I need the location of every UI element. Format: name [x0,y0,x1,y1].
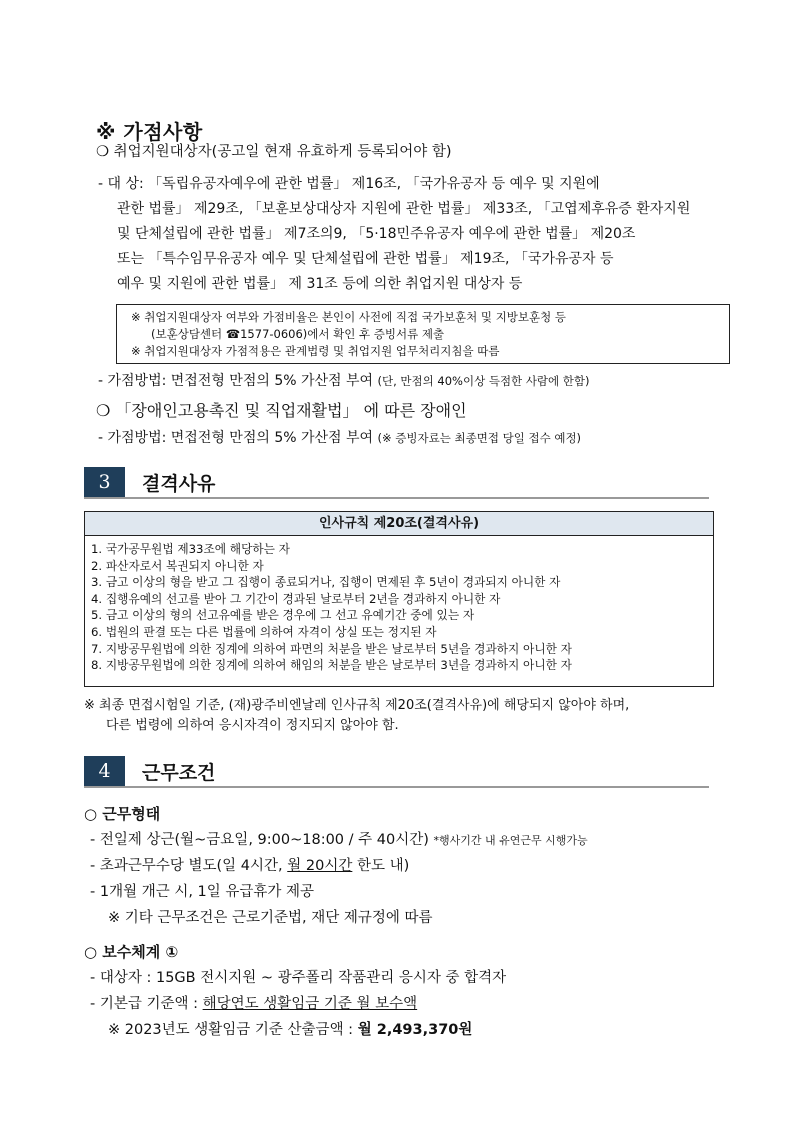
pay-line-2-pre: - 기본급 기준액 : [90,996,203,1012]
bonus-method-2-note: (※ 증빙자료는 최종면접 당일 접수 예정) [377,431,582,445]
list-item: 2. 파산자로서 복권되지 아니한 자 [91,558,264,573]
target-line-4: 또는 「특수임무유공자 예우 및 단체설립에 관한 법률」 제19조, 「국가유공자 등 [117,251,614,267]
list-item: 7. 지방공무원법에 의한 징계에 의하여 파면의 처분을 받은 날로부터 5년을 경과하지 아니한 자 [91,641,572,656]
monthly-salary-amount: 월 2,493,370원 [357,1022,473,1038]
list-item: 1. 국가공무원법 제33조에 해당하는 자 [91,542,290,556]
work-line-2-post: 한도 내) [352,858,410,874]
section-4-number: 4 [84,756,125,786]
list-item: 8. 지방공무원법에 의한 징계에 의하여 해임의 처분을 받은 날로부터 3년을 경과하지 아니한 자 [91,658,572,673]
work-line-4: ※ 기타 근무조건은 근로기준법, 재단 제규정에 따름 [108,910,433,926]
bonus-title: ※ 가점사항 [96,120,203,144]
disqualification-box-title: 인사규칙 제20조(결격사유) [85,512,713,536]
disqualification-box [84,511,714,687]
pay-line-1: - 대상자 : 15GB 전시지원 ~ 광주폴리 작품관리 응시자 중 합격자 [90,970,507,986]
bonus-method-2 [98,429,581,447]
section-3-number: 3 [84,467,125,497]
bonus-note-box [116,304,730,364]
bonus-method-1-main: - 가점방법: 면접전형 만점의 5% 가산점 부여 [98,373,378,389]
list-item: 6. 법원의 판결 또는 다른 법률에 의하여 자격이 상실 또는 정지된 자 [91,624,437,639]
employment-support-heading: ❍ 취업지원대상자(공고일 현재 유효하게 등록되어야 함) [96,144,452,160]
pay-line-3-pre: ※ 2023년도 생활임금 기준 산출금액 : [108,1022,358,1038]
disqualification-note-2: 다른 법령에 의하여 응시자격이 정지되지 않아야 함. [106,718,399,733]
work-line-1 [90,831,588,850]
list-item: 4. 집행유예의 선고를 받아 그 기간이 경과된 날로부터 2년을 경과하지 아니한 자 [91,591,501,606]
work-line-1-main: - 전일제 상근(월~금요일, 9:00~18:00 / 주 40시간) [90,832,434,848]
work-line-3: - 1개월 개근 시, 1일 유급휴가 제공 [90,884,315,900]
work-line-2-pre: - 초과근무수당 별도(일 4시간, [90,858,288,874]
note-line-2: (보훈상담센터 ☎1577-0606)에서 확인 후 증빙서류 제출 [151,327,445,341]
list-item: 5. 금고 이상의 형의 선고유예를 받은 경우에 그 선고 유예기간 중에 있는 자 [91,608,475,623]
disabled-heading: ❍ 「장애인고용촉진 및 직업재활법」 에 따른 장애인 [96,401,467,420]
target-line-5: 예우 및 지원에 관한 법률」 제 31조 등에 의한 취업지원 대상자 등 [117,276,523,292]
work-line-2-underlined: 월 20시간 [287,858,353,874]
pay-system-heading: ○ 보수체계 ① [84,943,179,961]
section-4-header [84,756,709,788]
disqualification-note-1: ※ 최종 면접시험일 기준, (재)광주비엔날레 인사규칙 제20조(결격사유)에 해당되지 않아야 하며, [84,698,630,713]
pay-line-2-underlined: 해당연도 생활임금 기준 월 보수액 [202,996,418,1012]
target-line-3: 및 단체설립에 관한 법률」 제7조의9, 「5·18민주유공자 예우에 관한 법률」 제20조 [117,226,636,242]
bonus-method-1 [98,372,590,390]
bonus-method-1-note: (단, 만점의 40%이상 득점한 사람에 한함) [377,374,590,388]
section-3-header [84,467,709,499]
work-line-2 [90,857,409,875]
note-line-3: ※ 취업지원대상자 가점적용은 관계법령 및 취업지원 업무처리지침을 따름 [131,344,500,358]
section-4-title: 근무조건 [142,762,216,784]
pay-line-2 [90,995,417,1013]
disqualification-list [85,536,713,674]
work-type-heading: ○ 근무형태 [84,805,161,823]
work-line-1-note: *행사기간 내 유연근무 시행가능 [433,834,588,847]
target-line-1: - 대 상: 「독립유공자예우에 관한 법률」 제16조, 「국가유공자 등 예우 및 지원에 [98,176,600,192]
note-line-1: ※ 취업지원대상자 여부와 가점비율은 본인이 사전에 직접 국가보훈처 및 지방보훈청 등 [131,310,567,324]
target-line-2: 관한 법률」 제29조, 「보훈보상대상자 지원에 관한 법률」 제33조, 「고엽제후유증 환자지원 [117,201,691,217]
bonus-method-2-main: - 가점방법: 면접전형 만점의 5% 가산점 부여 [98,430,378,446]
pay-line-3 [108,1021,472,1039]
list-item: 3. 금고 이상의 형을 받고 그 집행이 종료되거나, 집행이 면제된 후 5년이 경과되지 아니한 자 [91,575,561,590]
section-3-title: 결격사유 [142,473,216,495]
